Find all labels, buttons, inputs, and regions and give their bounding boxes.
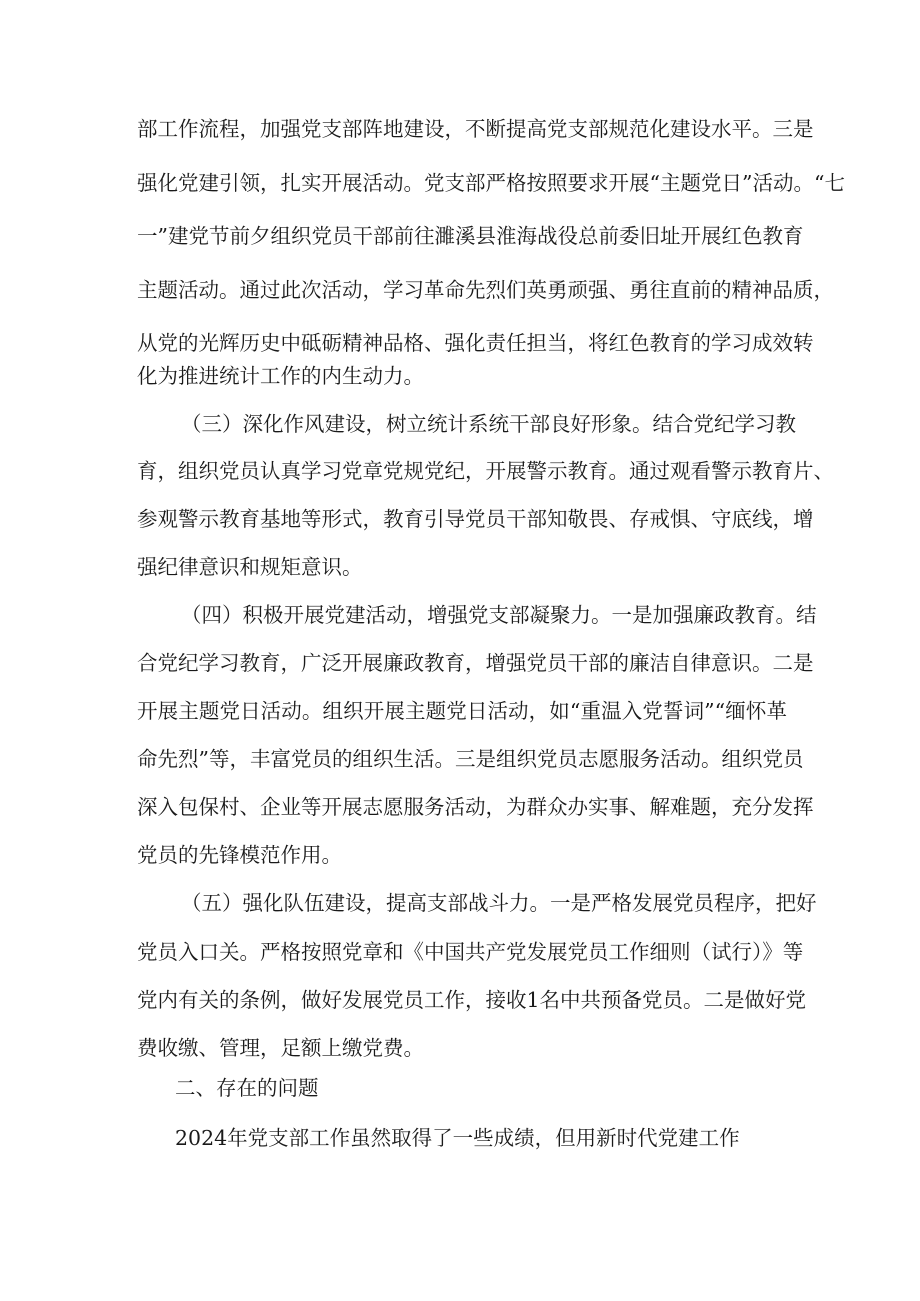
- paragraph-line: 主题活动。通过此次活动，学习革命先烈们英勇顽强、勇往直前的精神品质，: [137, 278, 834, 302]
- paragraph-line: 开展主题党日活动。组织开展主题党日活动，如“重温入党誓词”“缅怀革: [137, 699, 787, 723]
- section-heading-5: （五）强化队伍建设，提高支部战斗力。一是严格发展党员程序，把好: [181, 891, 817, 915]
- paragraph-line: 2024年党支部工作虽然取得了一些成绩，但用新时代党建工作: [175, 1126, 740, 1150]
- paragraph-line: 党内有关的条例，做好发展党员工作，接收1名中共预备党员。二是做好党: [137, 988, 807, 1012]
- paragraph-line: 化为推进统计工作的内生动力。: [137, 364, 424, 388]
- paragraph-line: 深入包保村、企业等开展志愿服务活动，为群众办实事、解难题，充分发挥: [137, 795, 814, 819]
- paragraph-line: 参观警示教育基地等形式，教育引导党员干部知敬畏、存戒惧、守底线，增: [137, 507, 814, 531]
- paragraph-line: 党员入口关。严格按照党章和《中国共产党发展党员工作细则（试行）》等: [137, 940, 804, 964]
- paragraph-line: 从党的光辉历史中砥砺精神品格、强化责任担当，将红色教育的学习成效转: [137, 331, 814, 355]
- paragraph-line: 育，组织党员认真学习党章党规党纪，开展警示教育。通过观看警示教育片、: [137, 459, 834, 483]
- paragraph-line: 合党纪学习教育，广泛开展廉政教育，增强党员干部的廉洁自律意识。二是: [137, 651, 814, 675]
- section-heading-4: （四）积极开展党建活动，增强党支部凝聚力。一是加强廉政教育。结: [181, 603, 817, 627]
- section-heading-3: （三）深化作风建设，树立统计系统干部良好形象。结合党纪学习教: [181, 412, 796, 436]
- paragraph-line: 党员的先锋模范作用。: [137, 843, 342, 867]
- paragraph-line: 费收缴、管理，足额上缴党费。: [137, 1036, 424, 1060]
- paragraph-line: 强化党建引领，扎实开展活动。党支部严格按照要求开展“主题党日”活动。“七: [137, 171, 845, 195]
- paragraph-line: 强纪律意识和规矩意识。: [137, 555, 363, 579]
- section-title: 二、存在的问题: [175, 1076, 319, 1100]
- paragraph-line: 命先烈”等，丰富党员的组织生活。三是组织党员志愿服务活动。组织党员: [137, 747, 804, 771]
- paragraph-line: 部工作流程，加强党支部阵地建设，不断提高党支部规范化建设水平。三是: [137, 117, 814, 141]
- paragraph-line: 一”建党节前夕组织党员干部前往濉溪县淮海战役总前委旧址开展红色教育: [137, 224, 804, 248]
